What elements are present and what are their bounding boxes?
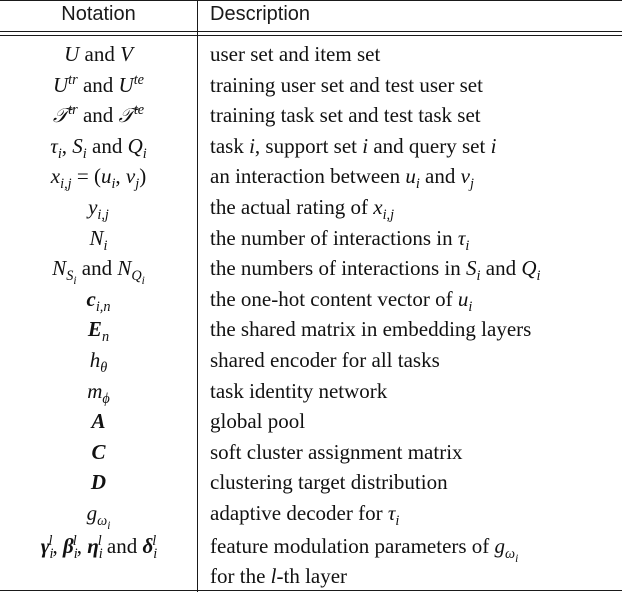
table-row [0, 312, 624, 346]
notation-cell: $\tau_i$, $S_i$ and $Q_i$ [50, 133, 147, 162]
description-cell: feature modulation parameters of $g_{\omega_i}$ [210, 534, 519, 566]
table-row [0, 221, 624, 252]
table-row [0, 190, 624, 224]
notation-cell: $m_\phi$ [87, 378, 110, 407]
table-row [0, 404, 624, 435]
notation-cell: C [91, 439, 106, 464]
table-row [0, 435, 624, 466]
table-row [0, 496, 624, 533]
description-cell: the one-hot content vector of $u_i$ [210, 286, 473, 315]
notation-cell: $c_{i,n}$ [86, 286, 111, 315]
description-cell: training user set and test user set [210, 72, 483, 97]
notation-cell: $E_n$ [87, 317, 110, 346]
description-cell: clustering target distribution [210, 470, 448, 495]
table-row [0, 129, 624, 160]
notation-cell: $N_{S_i}$ and $N_{Q_i}$ [52, 256, 145, 288]
header-rule-1 [0, 31, 622, 32]
notation-cell: D [90, 470, 107, 495]
notation-cell: 𝒯$^{tr}$ and 𝒯$^{te}$ [52, 102, 145, 128]
description-cell: task identity network [210, 378, 388, 403]
header-notation: Notation [61, 3, 136, 25]
notation-cell: U and V [64, 42, 133, 66]
description-cell: global pool [210, 409, 306, 434]
description-cell: task i, support set i and query set i [210, 133, 497, 158]
notation-cell: $N_i$ [89, 225, 108, 254]
notation-cell: A [91, 409, 106, 434]
notation-cell: $U^{tr}$ and $U^{te}$ [53, 71, 144, 97]
header-description: Description [210, 3, 311, 25]
table-row [0, 465, 624, 496]
table-row [0, 282, 624, 313]
description-cell: the number of interactions in $\tau_i$ [210, 225, 470, 254]
table-row [0, 251, 624, 288]
table-row [0, 98, 624, 129]
table-row [0, 374, 624, 405]
description-cell: the numbers of interactions in $S_i$ and $Q_i$ [210, 256, 541, 285]
table-row [0, 68, 624, 99]
description-cell: the actual rating of $x_{i,j}$ [210, 195, 395, 224]
table-row [0, 343, 624, 377]
description-cell: user set and item set [210, 42, 381, 66]
table-row [0, 37, 624, 68]
table-row [0, 159, 624, 193]
top-rule [0, 0, 622, 1]
bottom-rule [0, 590, 622, 591]
description-continuation: for the l-th layer [210, 564, 348, 588]
notation-cell: $x_{i,j} = (u_i$, $v_j$) [50, 164, 147, 193]
description-cell: soft cluster assignment matrix [210, 439, 463, 464]
notation-cell: $\gamma_i^l$, $\beta_i^l$, $\eta_i^l$ and $\delta_i^l$ [40, 533, 158, 563]
table-row [0, 527, 624, 566]
description-cell: an interaction between $u_i$ and $v_j$ [210, 164, 474, 193]
description-cell: the shared matrix in embedding layers [210, 317, 532, 342]
notation-cell: $h_\theta$ [89, 348, 108, 377]
notation-cell: $g_{\omega_i}$ [86, 501, 111, 533]
description-cell: training task set and test task set [210, 103, 481, 128]
description-cell: shared encoder for all tasks [210, 348, 440, 372]
notation-cell: $y_{i,j}$ [88, 195, 109, 224]
description-cell: adaptive decoder for $\tau_i$ [210, 501, 400, 530]
